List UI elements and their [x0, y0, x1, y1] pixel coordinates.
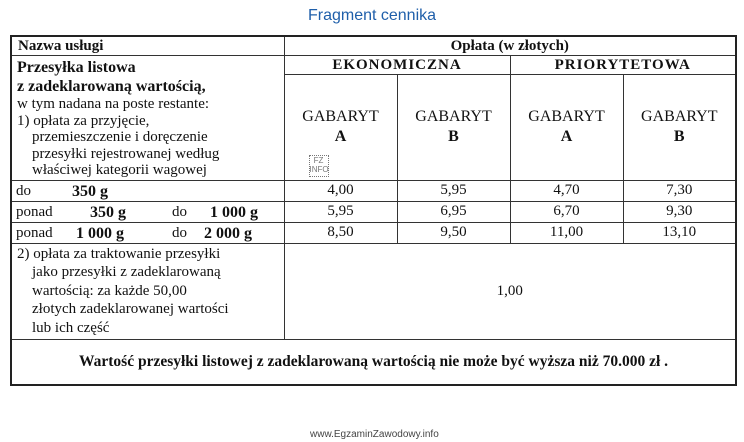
desc-line-4: 1) opłata za przyjęcie,	[17, 112, 150, 129]
weight-from: 350 g	[72, 182, 108, 200]
weight-to: 2 000 g	[204, 224, 252, 242]
weight-range	[11, 201, 284, 222]
weight-from: 1 000 g	[76, 224, 124, 242]
footer-note: Wartość przesyłki listowej z zadeklarowaną wartością nie może być wyższa niż 70.000 zł .	[11, 340, 736, 386]
declared-value-description	[11, 243, 284, 340]
gabaryt-economy-a	[284, 75, 397, 181]
weight-prefix: ponad	[16, 224, 53, 241]
price-cell: 13,10	[623, 222, 736, 243]
weight-to-prefix: do	[172, 203, 187, 220]
desc-line-2: z zadeklarowaną wartością,	[17, 78, 206, 95]
price-table	[10, 35, 737, 386]
price-cell: 6,70	[510, 201, 623, 222]
price-cell: 6,95	[397, 201, 510, 222]
gabaryt-label: GABARYT	[302, 108, 379, 126]
weight-prefix: ponad	[16, 203, 53, 220]
desc-line-3: w tym nadana na poste restante:	[17, 96, 210, 112]
desc-line-1: Przesyłka listowa	[17, 59, 136, 76]
gabaryt-priority-a	[510, 75, 623, 181]
page-title: Fragment cennika	[307, 7, 437, 24]
desc-line-6: przesyłki rejestrowanej według	[32, 145, 220, 162]
declared-value-fee: 1,00	[284, 243, 736, 340]
gabaryt-priority-b	[623, 75, 736, 181]
gabaryt-letter: A	[334, 128, 347, 146]
note-line-3: wartością: za każde 50,00	[32, 282, 187, 299]
table-row	[11, 222, 736, 243]
price-cell: 9,50	[397, 222, 510, 243]
priority-header: PRIORYTETOWA	[510, 56, 736, 75]
weight-range	[11, 180, 284, 201]
table-row	[11, 201, 736, 222]
gabaryt-letter: A	[560, 128, 573, 146]
note-line-5: lub ich część	[32, 319, 110, 336]
note-line-4: złotych zadeklarowanej wartości	[32, 301, 229, 317]
gabaryt-economy-b	[397, 75, 510, 181]
service-description	[11, 56, 284, 181]
gabaryt-letter: B	[673, 128, 685, 146]
price-cell: 4,70	[510, 180, 623, 201]
note-line-2: jako przesyłki z zadeklarowaną	[32, 264, 221, 280]
gabaryt-label: GABARYT	[528, 108, 605, 126]
info-stamp-icon: FZ INFO	[309, 155, 329, 177]
service-name-header: Nazwa usługi	[11, 36, 284, 56]
watermark: www.EgzaminZawodowy.info	[310, 429, 439, 440]
price-cell: 7,30	[623, 180, 736, 201]
economy-header: EKONOMICZNA	[284, 56, 510, 75]
desc-line-7: właściwej kategorii wagowej	[32, 162, 207, 178]
price-cell: 8,50	[284, 222, 397, 243]
footer-row	[11, 340, 736, 386]
price-cell: 9,30	[623, 201, 736, 222]
gabaryt-letter: B	[448, 128, 459, 146]
price-cell: 4,00	[284, 180, 397, 201]
price-cell: 5,95	[284, 201, 397, 222]
weight-to: 1 000 g	[210, 203, 258, 221]
table-row	[11, 180, 736, 201]
weight-prefix: do	[16, 182, 31, 199]
weight-to-prefix: do	[172, 224, 187, 241]
description-row	[11, 56, 736, 75]
declared-value-row	[11, 243, 736, 340]
note-line-1: 2) opłata za traktowanie przesyłki	[17, 245, 221, 262]
gabaryt-label: GABARYT	[415, 108, 492, 126]
header-row	[11, 36, 736, 56]
fee-header: Opłata (w złotych)	[284, 36, 736, 56]
price-cell: 5,95	[397, 180, 510, 201]
desc-line-5: przemieszczenie i doręczenie	[32, 129, 208, 145]
weight-from: 350 g	[90, 203, 126, 221]
gabaryt-label: GABARYT	[641, 108, 718, 126]
price-cell: 11,00	[510, 222, 623, 243]
weight-range	[11, 222, 284, 243]
